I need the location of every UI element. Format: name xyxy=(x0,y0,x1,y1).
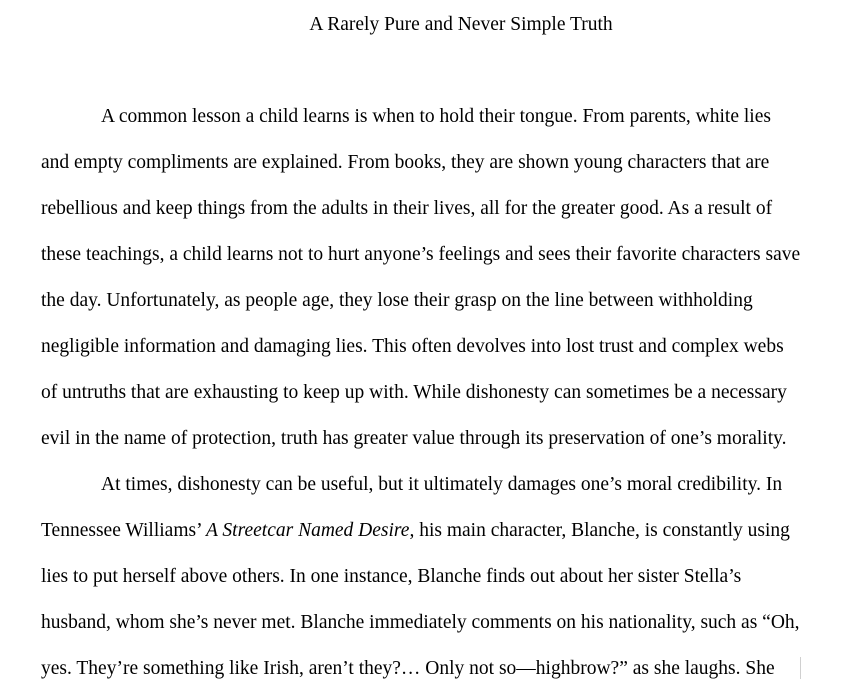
paragraph-1-line: and empty compliments are explained. From books, they are shown young characters that are xyxy=(41,152,770,173)
book-title-italic: A Streetcar Named Desire, xyxy=(206,520,415,541)
paragraph-1-line: A common lesson a child learns is when to hold their tongue. From parents, white lies xyxy=(101,106,771,127)
paragraph-1-line: rebellious and keep things from the adults in their lives, all for the greater good. As a result of xyxy=(41,198,773,219)
paragraph-2-line: lies to put herself above others. In one instance, Blanche finds out about her sister Stella’s xyxy=(41,566,742,587)
paragraph-2-line xyxy=(41,518,790,544)
text-run: his main character, Blanche, is constantly using xyxy=(414,520,790,541)
paragraph-1-line: of untruths that are exhausting to keep up with. While dishonesty can sometimes be a necessary xyxy=(41,382,787,403)
text-run: Tennessee Williams’ xyxy=(41,520,206,541)
paragraph-1-line: evil in the name of protection, truth has greater value through its preservation of one’s morality. xyxy=(41,428,787,449)
paragraph-1-line: these teachings, a child learns not to hurt anyone’s feelings and sees their favorite characters save xyxy=(41,244,801,265)
text-cursor xyxy=(800,657,801,679)
document-title: A Rarely Pure and Never Simple Truth xyxy=(309,14,613,35)
paragraph-2-line: At times, dishonesty can be useful, but it ultimately damages one’s moral credibility. In xyxy=(101,474,783,495)
paragraph-1-line: negligible information and damaging lies. This often devolves into lost trust and complex webs xyxy=(41,336,784,357)
paragraph-2-line: husband, whom she’s never met. Blanche immediately comments on his nationality, such as “Oh, xyxy=(41,612,800,633)
paragraph-1-line: the day. Unfortunately, as people age, they lose their grasp on the line between withholding xyxy=(41,290,753,311)
paragraph-2-line: yes. They’re something like Irish, aren’t they?… Only not so—highbrow?” as she laughs. She xyxy=(41,658,775,679)
